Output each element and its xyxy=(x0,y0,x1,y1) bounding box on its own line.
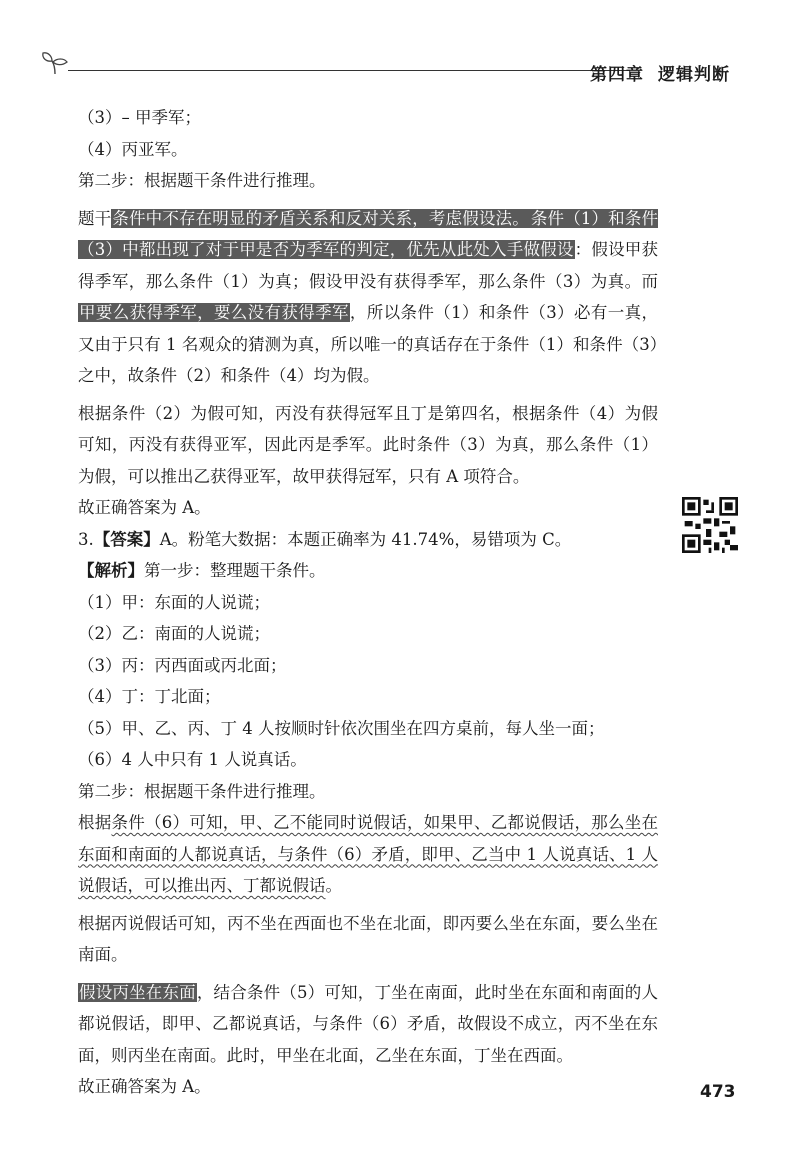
answer-tag: 【答案】 xyxy=(93,529,160,549)
answer-line: 故正确答案为 A。 xyxy=(78,498,211,517)
answer-text: A。粉笔大数据：本题正确率为 41.74%，易错项为 C。 xyxy=(159,529,572,549)
sprout-leaf-icon xyxy=(40,50,70,76)
condition-line: （4）丙亚军。 xyxy=(78,139,188,159)
highlight: 甲要么获得季军，要么没有获得季军 xyxy=(79,303,349,322)
reasoning-paragraph: 根据丙说假话可知，丙不坐在西面也不坐在北面，即丙要么坐在东面，要么坐在南面。 xyxy=(78,913,658,964)
text-run: ：假设甲获得季军，那么条件（1）为真；假设甲没有获得季军，那么条件（3）为真。而 xyxy=(78,240,659,291)
condition-line: （1）甲：东面的人说谎； xyxy=(78,592,270,612)
page-header xyxy=(40,40,740,85)
page-body xyxy=(78,102,658,1103)
answer-line: 故正确答案为 A。 xyxy=(78,1077,211,1096)
analysis-heading xyxy=(78,555,658,587)
condition-line: （2）乙：南面的人说谎； xyxy=(78,624,270,643)
analysis-tag: 【解析】 xyxy=(78,561,144,580)
reasoning-paragraph: 根据条件（2）为假可知，丙没有获得冠军且丁是第四名，根据条件（4）为假可知，丙没有获得亚军，因此丙是季军。此时条件（3）为真，那么条件（1）为假，可以推出乙获得亚军，故甲获得冠军，只有 A 项符合。 xyxy=(78,403,658,486)
condition-line: （6）4 人中只有 1 人说真话。 xyxy=(78,750,307,769)
step-heading: 第二步：根据题干条件进行推理。 xyxy=(78,171,326,190)
step-heading: 第二步：根据题干条件进行推理。 xyxy=(78,781,326,801)
header-rule xyxy=(68,70,630,71)
chapter-number: 第四章 xyxy=(590,65,644,85)
highlight: 假设丙坐在东面 xyxy=(79,982,196,1002)
qr-code-icon xyxy=(682,497,738,553)
text-run: ，所以条件（1）和条件（3）必有一真，又由于只有 1 名观众的猜测为真，所以唯一的真话存在于条件（1）和条件（3）之中，故条件（2）和条件（4）均为假。 xyxy=(78,303,659,385)
analysis-text: 第一步：整理题干条件。 xyxy=(144,561,326,580)
condition-line: （4）丁：丁北面； xyxy=(78,687,221,706)
answer-heading xyxy=(78,524,658,556)
page-number: 473 xyxy=(700,1082,736,1102)
text-run: 题干 xyxy=(78,208,112,228)
section-title: 逻辑判断 xyxy=(658,65,730,85)
chapter-title xyxy=(590,60,730,85)
text-run: ，结合条件（5）可知，丁坐在南面，此时坐在东面和南面的人都说假话，即甲、乙都说真话，与条件（6）矛盾，故假设不成立，丙不坐在东面，则丙坐在南面。此时，甲坐在北面，乙坐在东面，丁坐在西面。 xyxy=(78,982,659,1065)
question-number: 3. xyxy=(78,529,94,549)
condition-line: （3）– 甲季军； xyxy=(78,108,201,127)
reasoning-paragraph xyxy=(78,977,658,1072)
reasoning-paragraph xyxy=(78,807,658,902)
text-run: 根据 xyxy=(78,813,112,832)
condition-line: （5）甲、乙、丙、丁 4 人按顺时针依次围坐在四方桌前，每人坐一面； xyxy=(78,718,605,738)
wavy-underline: 条件（6）可知，甲、乙不能同时说假话，如果甲、乙都说假话，那么坐在东面和南面的人都说真话，与条件（6）矛盾，即甲、乙当中 1 人说真话、1 人说假话，可以推出丙、丁都说假话 xyxy=(78,813,658,895)
text-run: 。 xyxy=(325,876,342,895)
highlight: 条件中不存在明显的矛盾关系和反对关系，考虑假设法。 xyxy=(112,208,529,228)
condition-line: （3）丙：丙西面或丙北面； xyxy=(78,655,287,675)
highlight: 条件（1）和条件（3）中都出现了对于甲是否为季军的判定，优先从此处入手做假设 xyxy=(78,208,659,259)
reasoning-paragraph xyxy=(78,203,658,392)
